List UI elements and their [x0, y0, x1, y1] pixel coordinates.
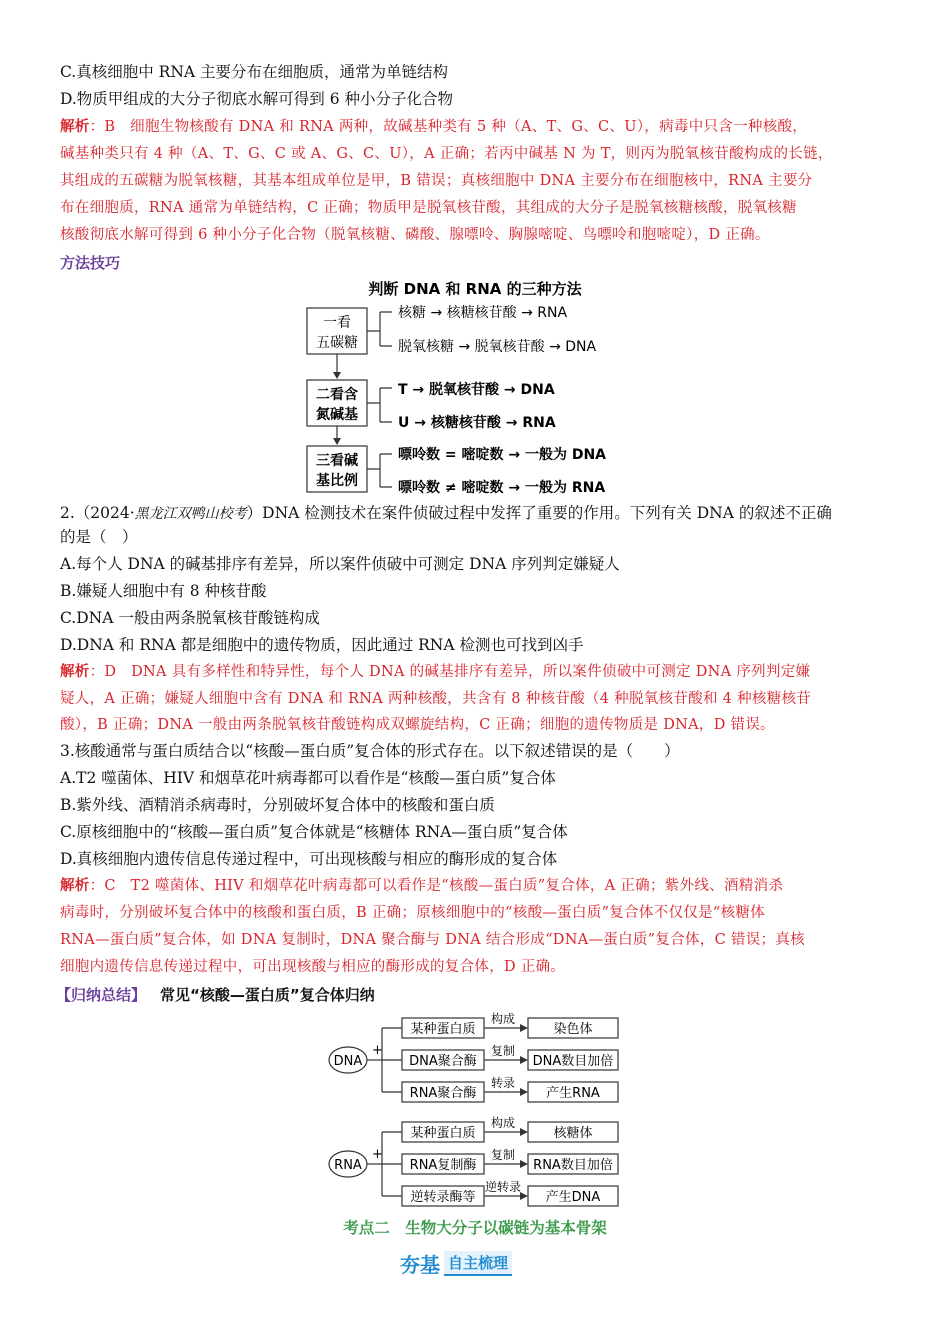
rna-row-1-right: 核糖体: [553, 1126, 593, 1141]
q2-stem-line-1: 2.（2024·黑龙江双鸭山校考）DNA 检测技术在案件侦破过程中发挥了重要的作用。下列有关 DNA 的叙述不正确: [60, 504, 832, 522]
analysis-label: 解析: [60, 663, 90, 680]
dna-row-3-right: 产生RNA: [546, 1086, 600, 1101]
down-arrow-icon: [333, 372, 341, 379]
q3-option-b: B.紫外线、酒精消杀病毒时，分别破坏复合体中的核酸和蛋白质: [60, 796, 495, 814]
rna-row-2-left: RNA复制酶: [409, 1158, 477, 1173]
method-row-1a: 核糖 → 核糖核苷酸 → RNA: [398, 305, 568, 321]
right-arrow-icon: [520, 1024, 528, 1032]
right-arrow-icon: [520, 1160, 528, 1168]
banner-big-text: 夯基: [400, 1252, 440, 1277]
q2-analysis-line-1: 解析：D DNA 具有多样性和特异性，每个人 DNA 的碱基排序有差异，所以案件侦破中可测定 DNA 序列判定嫌: [60, 663, 811, 680]
q1-option-c: C.真核细胞中 RNA 主要分布在细胞质，通常为单链结构: [60, 63, 449, 81]
dna-row-1-right: 染色体: [553, 1022, 593, 1037]
dna-row-1-left: 某种蛋白质: [410, 1022, 476, 1037]
method-box-3-line-2: 基比例: [316, 473, 358, 489]
rna-row-3-right: 产生DNA: [545, 1190, 601, 1205]
down-arrow-icon: [333, 438, 341, 445]
q3-stem: 3.核酸通常与蛋白质结合以“核酸—蛋白质”复合体的形式存在。以下叙述错误的是（ ）: [60, 742, 680, 760]
q1-analysis-line-5: 核酸彻底水解可得到 6 种小分子化合物（脱氧核糖、磷酸、腺嘌呤、胸腺嘧啶、鸟嘌呤和胞嘧啶），D 正确。: [60, 227, 770, 243]
method-row-2b: U → 核糖核苷酸 → RNA: [398, 415, 556, 431]
summary-tag: 【归纳总结】: [56, 986, 147, 1004]
dna-row-2-right: DNA数目加倍: [532, 1054, 614, 1069]
right-arrow-icon: [520, 1056, 528, 1064]
rna-row-3-left: 逆转录酶等: [410, 1190, 476, 1205]
method-row-3b: 嘌呤数 ≠ 嘧啶数 → 一般为 RNA: [398, 480, 606, 496]
dna-row-2-left: DNA聚合酶: [409, 1054, 477, 1069]
method-box-3-line-1: 三看碱: [316, 453, 358, 469]
q3-option-a: A.T2 噬菌体、HIV 和烟草花叶病毒都可以看作是“核酸—蛋白质”复合体: [60, 769, 556, 787]
method-row-3a: 嘌呤数 = 嘧啶数 → 一般为 DNA: [398, 447, 607, 463]
q1-option-d: D.物质甲组成的大分子彻底水解可得到 6 种小分子化合物: [60, 90, 454, 108]
q3-analysis-line-3: RNA—蛋白质”复合体，如 DNA 复制时，DNA 聚合酶与 DNA 结合形成“DNA—蛋白质”复合体，C 错误；真核: [60, 932, 805, 948]
analysis-label: 解析: [60, 877, 90, 894]
dna-label: DNA: [333, 1054, 363, 1069]
right-arrow-icon: [520, 1192, 528, 1200]
q2-option-a: A.每个人 DNA 的碱基排序有差异，所以案件侦破中可测定 DNA 序列判定嫌疑人: [60, 555, 620, 573]
rna-row-3-verb: 逆转录: [484, 1180, 522, 1194]
rna-row-2-right: RNA数目加倍: [533, 1158, 613, 1173]
analysis-label: 解析: [60, 118, 90, 135]
q2-option-c: C.DNA 一般由两条脱氧核苷酸链构成: [60, 609, 320, 627]
q1-analysis-line-2: 碱基种类只有 4 种（A、T、G、C 或 A、G、C、U），A 正确；若丙中碱基 N 为 T，则丙为脱氧核苷酸构成的长链，: [60, 146, 833, 162]
method-box-1-line-2: 五碳糖: [316, 335, 358, 351]
q1-analysis-line-4: 布在细胞质，RNA 通常为单链结构，C 正确；物质甲是脱氧核苷酸，其组成的大分子是脱氧核糖核酸，脱氧核糖: [60, 200, 797, 216]
summary-title: 常见“核酸—蛋白质”复合体归纳: [160, 986, 375, 1004]
q1-analysis-line-1: 解析：B 细胞生物核酸有 DNA 和 RNA 两种，故碱基种类有 5 种（A、T、G、C、U），病毒中只含一种核酸，: [60, 118, 808, 135]
q2-stem-line-2: 的是（ ）: [60, 528, 138, 546]
method-heading: 方法技巧: [60, 254, 121, 272]
complex-diagram: [320, 1010, 630, 1210]
rna-plus: +: [372, 1147, 383, 1162]
dna-row-1-verb: 构成: [490, 1012, 516, 1026]
rna-label: RNA: [334, 1158, 362, 1173]
q3-analysis-line-2: 病毒时，分别破坏复合体中的核酸和蛋白质，B 正确；原核细胞中的“核酸—蛋白质”复合体不仅仅是“核糖体: [60, 905, 765, 921]
q1-analysis-line-3: 其组成的五碳糖为脱氧核糖，其基本组成单位是甲，B 错误；真核细胞中 DNA 主要分布在细胞核中，RNA 主要分: [60, 173, 813, 189]
section-title: 考点二 生物大分子以碳链为基本骨架: [343, 1219, 607, 1237]
q2-analysis-line-2: 疑人，A 正确；嫌疑人细胞中含有 DNA 和 RNA 两种核酸，共含有 8 种核苷酸（4 种脱氧核苷酸和 4 种核糖核苷: [60, 691, 812, 707]
q3-option-d: D.真核细胞内遗传信息传递过程中，可出现核酸与相应的酶形成的复合体: [60, 850, 558, 868]
dna-plus: +: [372, 1043, 383, 1058]
section-banner: [400, 1250, 512, 1276]
rna-row-1-verb: 构成: [490, 1116, 516, 1130]
summary-heading: [56, 982, 375, 1008]
rna-row-1-left: 某种蛋白质: [410, 1126, 476, 1141]
right-arrow-icon: [520, 1088, 528, 1096]
method-box-2-line-2: 氮碱基: [316, 407, 358, 423]
dna-row-2-verb: 复制: [490, 1044, 516, 1058]
method-box-1-line-1: 一看: [323, 315, 351, 331]
method-diagram: [280, 272, 700, 500]
q2-option-b: B.嫌疑人细胞中有 8 种核苷酸: [60, 582, 267, 600]
q2-option-d: D.DNA 和 RNA 都是细胞中的遗传物质，因此通过 RNA 检测也可找到凶手: [60, 636, 584, 654]
q2-analysis-line-3: 酸），B 正确；DNA 一般由两条脱氧核苷酸链构成双螺旋结构，C 正确；细胞的遗传物质是 DNA，D 错误。: [60, 717, 775, 733]
method-row-1b: 脱氧核糖 → 脱氧核苷酸 → DNA: [398, 339, 597, 355]
method-row-2a: T → 脱氧核苷酸 → DNA: [398, 382, 555, 398]
q3-analysis-line-4: 细胞内遗传信息传递过程中，可出现核酸与相应的酶形成的复合体，D 正确。: [60, 959, 566, 975]
q2-source: 黑龙江双鸭山校考: [134, 506, 247, 522]
right-arrow-icon: [520, 1128, 528, 1136]
dna-row-3-verb: 转录: [490, 1076, 516, 1090]
banner-small-text: 自主梳理: [444, 1251, 512, 1276]
dna-row-3-left: RNA聚合酶: [409, 1086, 477, 1101]
q3-analysis-line-1: 解析：C T2 噬菌体、HIV 和烟草花叶病毒都可以看作是“核酸—蛋白质”复合体，A 正确；紫外线、酒精消杀: [60, 877, 784, 894]
rna-row-2-verb: 复制: [490, 1148, 516, 1162]
q3-option-c: C.原核细胞中的“核酸—蛋白质”复合体就是“核糖体 RNA—蛋白质”复合体: [60, 823, 568, 841]
method-box-2-line-1: 二看含: [316, 387, 358, 403]
method-title: 判断 DNA 和 RNA 的三种方法: [368, 280, 582, 298]
